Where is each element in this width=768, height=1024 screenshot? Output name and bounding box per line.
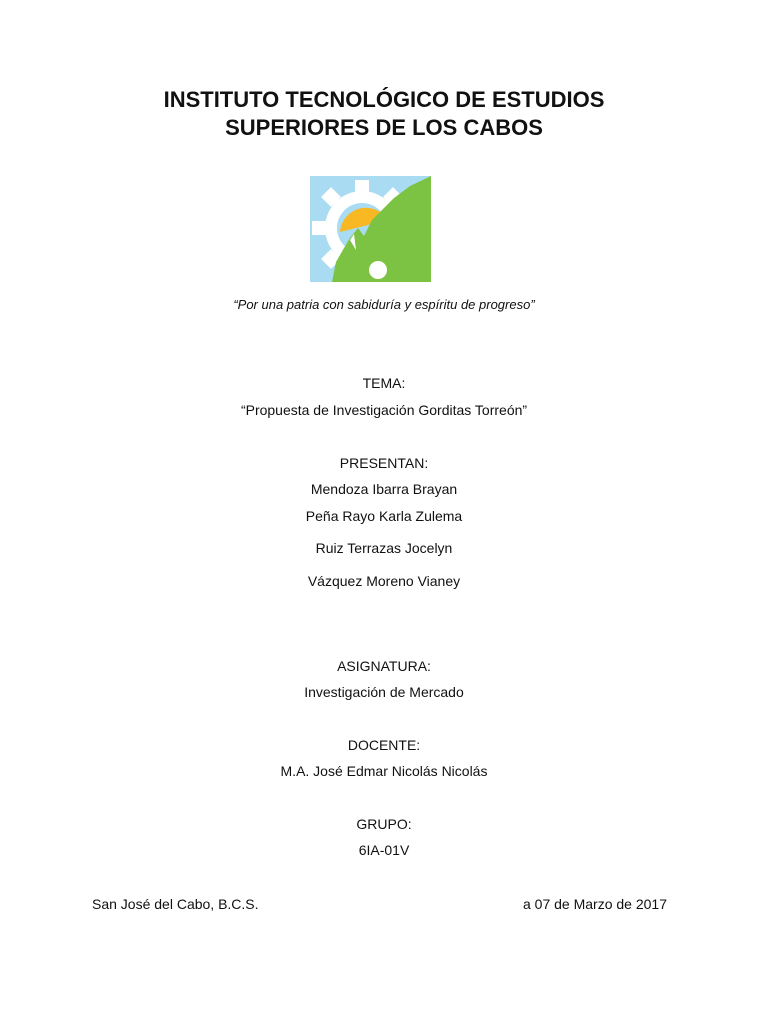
asignatura-value: Investigación de Mercado: [304, 684, 464, 700]
grupo-label: GRUPO:: [356, 816, 412, 832]
footer-place: San José del Cabo, B.C.S.: [92, 896, 259, 912]
presenter-name: Mendoza Ibarra Brayan: [310, 481, 458, 497]
institute-title-line-2: SUPERIORES DE LOS CABOS: [225, 115, 543, 140]
presenter-name: Vázquez Moreno Vianey: [307, 573, 461, 589]
docente-label: DOCENTE:: [347, 737, 421, 753]
presenter-name: Ruiz Terrazas Jocelyn: [315, 540, 453, 556]
tema-value: “Propuesta de Investigación Gorditas Torreón”: [240, 402, 528, 418]
footer-date: a 07 de Marzo de 2017: [523, 896, 667, 912]
presenter-name: Peña Rayo Karla Zulema: [305, 508, 463, 524]
grupo-value: 6IA-01V: [358, 842, 410, 858]
presentan-label: PRESENTAN:: [339, 455, 429, 471]
institute-motto: “Por una patria con sabiduría y espíritu de progreso”: [233, 297, 535, 312]
institute-title-line-1: INSTITUTO TECNOLÓGICO DE ESTUDIOS: [163, 87, 605, 112]
asignatura-label: ASIGNATURA:: [337, 658, 431, 674]
tema-label: TEMA:: [362, 375, 406, 391]
institute-logo: [310, 176, 431, 282]
docente-value: M.A. José Edmar Nicolás Nicolás: [280, 763, 488, 779]
gear-sun-mountain-logo-icon: [310, 176, 431, 282]
